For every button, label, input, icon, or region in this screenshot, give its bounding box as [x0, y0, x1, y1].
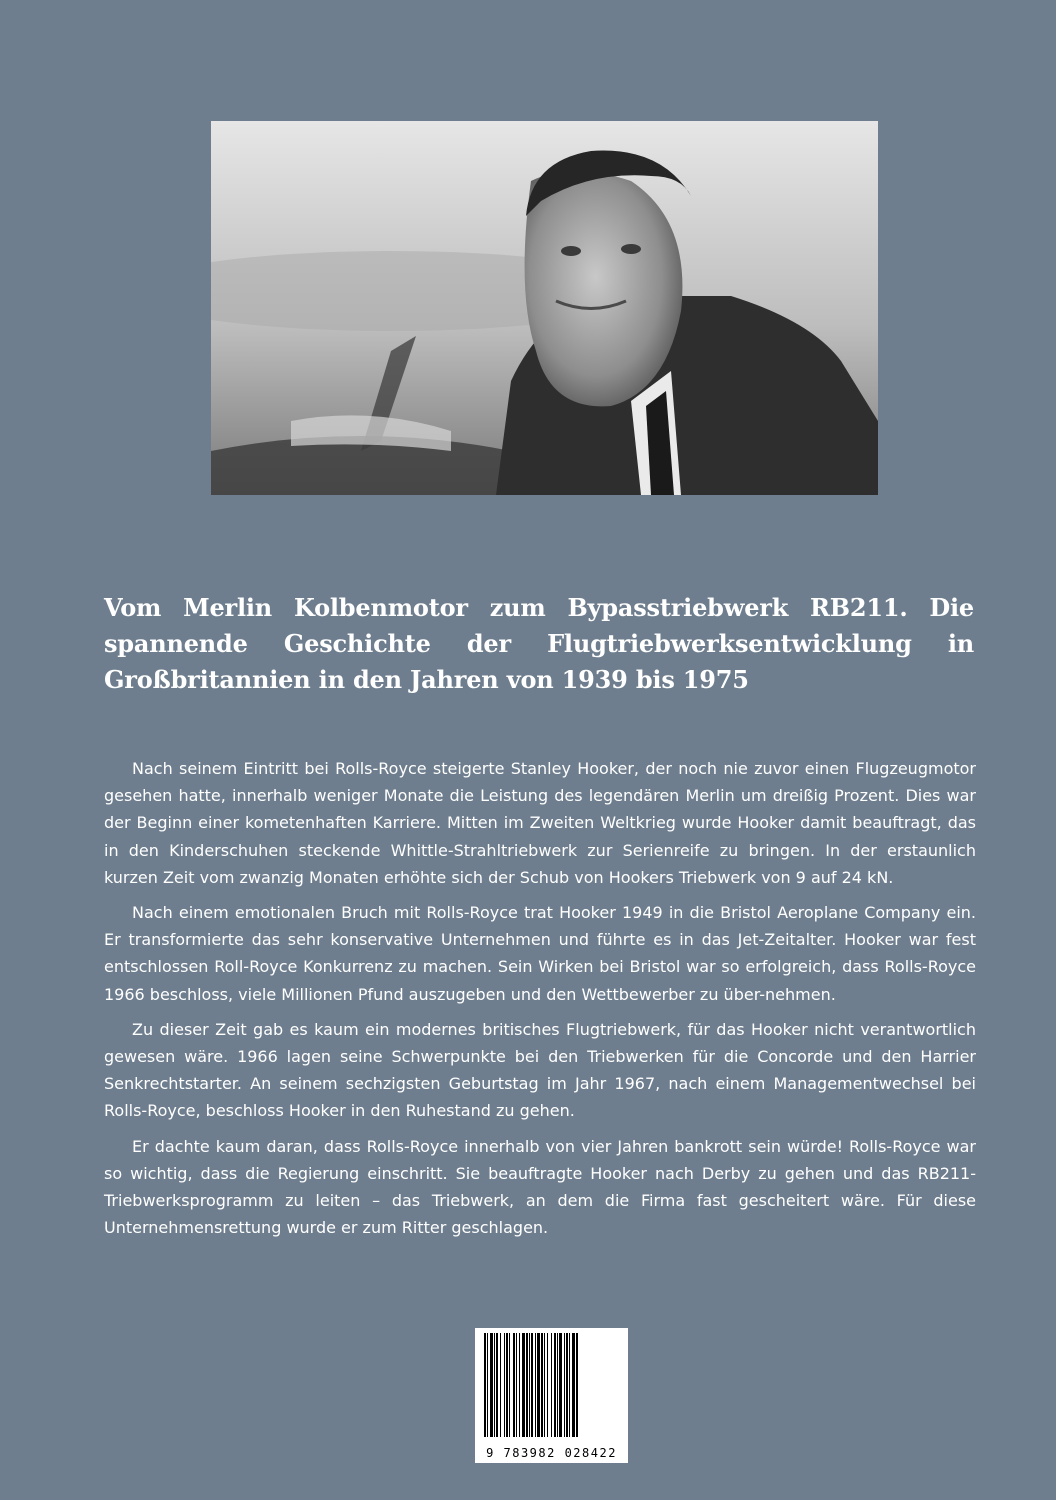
paragraph: Er dachte kaum daran, dass Rolls-Royce innerhalb von vier Jahren bankrott sein würde! Rolls-Royce war so wichtig, dass die Regierung einschritt. Sie beauftragte Hooker nach Derby zu gehen und das RB211-Triebwerksprogramm zu leiten – das Triebwerk, an dem die Firma fast gescheitert wäre. Für diese Unternehmensrettung wurde er zum Ritter geschlagen. [104, 1136, 976, 1238]
barcode-bar [535, 1333, 536, 1437]
barcode-bar [500, 1333, 501, 1437]
paragraph: Nach einem emotionalen Bruch mit Rolls-Royce trat Hooker 1949 in die Bristol Aeroplane Company ein. Er transformierte das sehr konservative Unternehmen und führte es in das Jet-Zeitalter. Hooker war fest entschlossen Roll-Royce Konkurrenz zu machen. Sein Wirken bei Bristol war so erfolgreich, dass Rolls-Royce 1966 beschloss, viele Millionen Pfund auszugeben und den Wettbewerber zu über-nehmen. [104, 903, 976, 1004]
barcode-bar [551, 1333, 552, 1437]
barcode-bar [564, 1333, 565, 1437]
portrait-illustration [211, 121, 878, 495]
barcode-bar [544, 1333, 545, 1437]
portrait-photo [211, 121, 878, 495]
barcode-bar [559, 1333, 562, 1437]
barcode-bar [569, 1333, 570, 1437]
description [104, 755, 976, 1249]
barcode-bar [522, 1333, 525, 1437]
barcode-bar [504, 1333, 505, 1437]
barcode-bar [541, 1333, 543, 1437]
barcode-bar [572, 1333, 575, 1437]
barcode-bar [513, 1333, 515, 1437]
barcode-bar [496, 1333, 498, 1437]
barcode-bar [506, 1333, 508, 1437]
barcode-digits: 9 783982 028422 [486, 1446, 617, 1460]
barcode-bar [547, 1333, 548, 1437]
barcode-bar [487, 1333, 488, 1437]
paragraph: Zu dieser Zeit gab es kaum ein modernes britisches Flugtriebwerk, für das Hooker nicht verantwortlich gewesen wäre. 1966 lagen seine Schwerpunkte bei den Triebwerken für die Concorde und den Harrier Senkrechtstarter. An seinem sechzigsten Geburtstag im Jahr 1967, nach einem Managementwechsel bei Rolls-Royce, beschloss Hooker in den Ruhestand zu gehen. [104, 1019, 976, 1121]
barcode-bar [519, 1333, 520, 1437]
barcode-bar [509, 1333, 510, 1437]
barcode-bar [494, 1333, 495, 1437]
barcode-bar [576, 1333, 578, 1437]
barcode-bar [490, 1333, 493, 1437]
barcode-bar [566, 1333, 568, 1437]
barcode-bar [537, 1333, 540, 1437]
barcode-bars [476, 1329, 627, 1441]
barcode-bar [526, 1333, 528, 1437]
barcode-bar [531, 1333, 533, 1437]
barcode-bar [554, 1333, 556, 1437]
headline: Vom Merlin Kolbenmotor zum Bypasstriebwerk RB211. Die spannende Geschichte der Flugtriebwerksentwicklung in Großbritannien in den Jahren von 1939 bis 1975 [104, 593, 974, 694]
barcode-bar [557, 1333, 558, 1437]
barcode-bar [529, 1333, 530, 1437]
isbn-barcode [475, 1328, 628, 1463]
paragraph: Nach seinem Eintritt bei Rolls-Royce steigerte Stanley Hooker, der noch nie zuvor einen Flugzeugmotor gesehen hatte, innerhalb weniger Monate die Leistung des legendären Merlin um dreißig Prozent. Dies war der Beginn einer kometenhaften Karriere. Mitten im Zweiten Weltkrieg wurde Hooker damit beauftragt, das in den Kinderschuhen steckende Whittle-Strahltriebwerk zur Serienreife zu bringen. In der erstaunlich kurzen Zeit vom zwanzig Monaten erhöhte sich der Schub von Hookers Triebwerk von 9 auf 24 kN. [104, 759, 976, 887]
barcode-bar [484, 1333, 486, 1437]
barcode-bar [516, 1333, 517, 1437]
